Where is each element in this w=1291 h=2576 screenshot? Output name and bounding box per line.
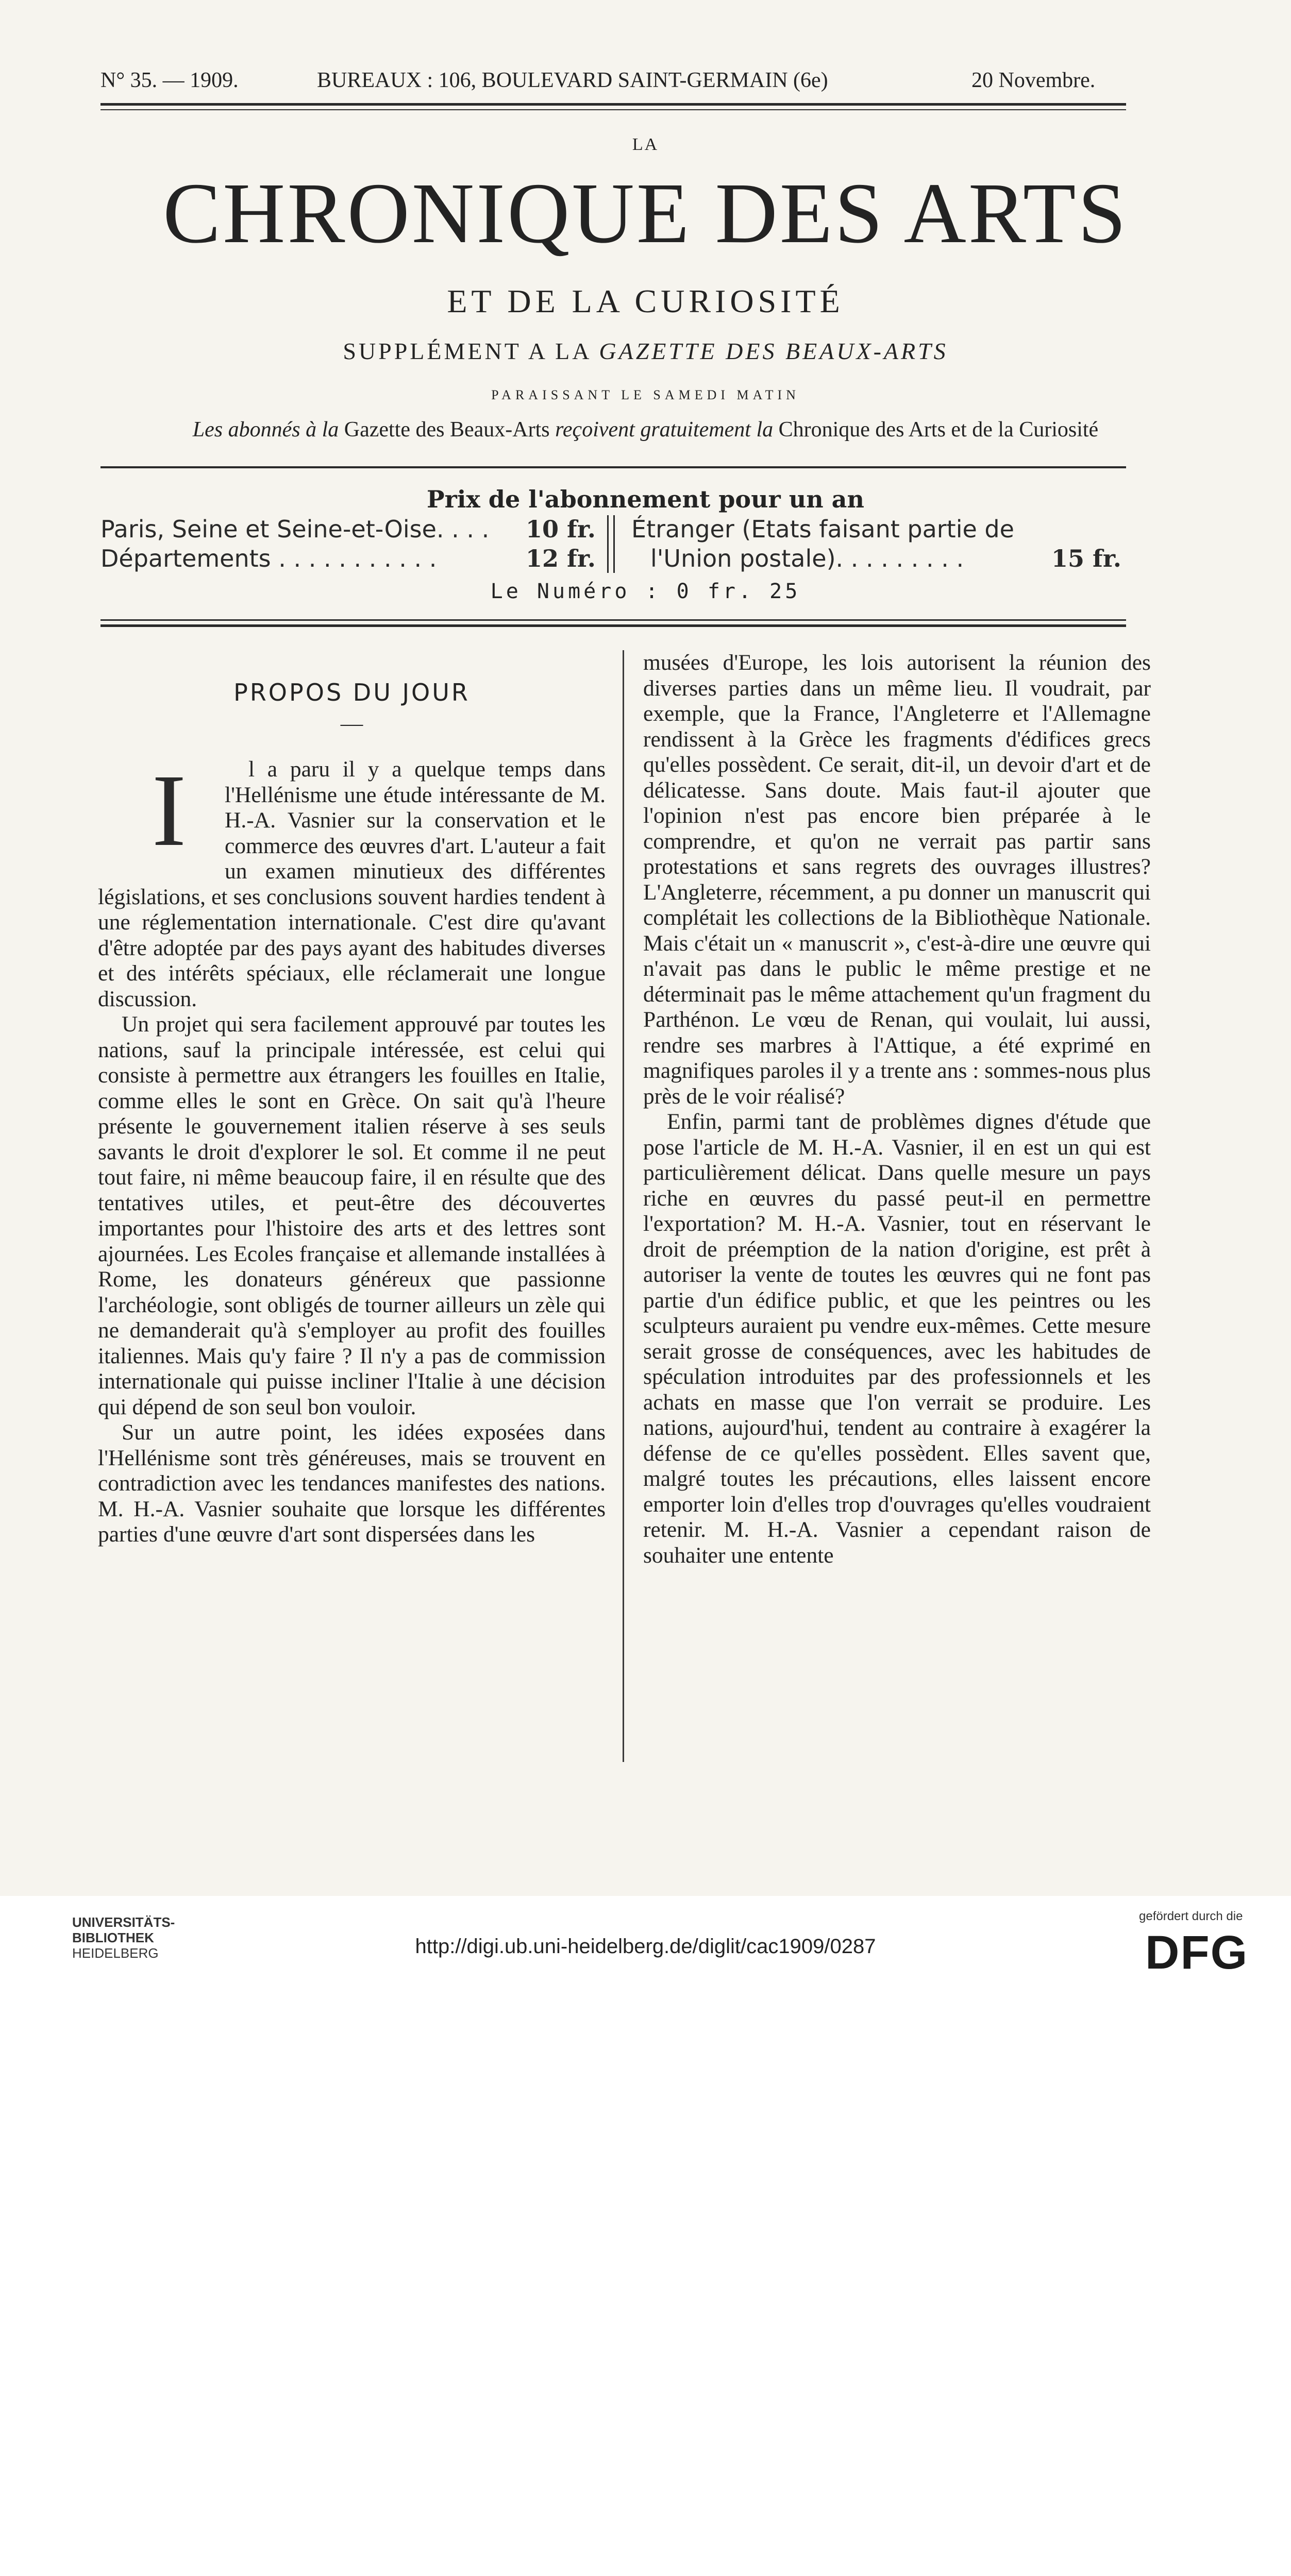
- masthead-title: CHRONIQUE DES ARTS: [163, 165, 1128, 261]
- paris-label: Paris, Seine et Seine-et-Oise. . . .: [100, 515, 490, 543]
- paragraph-2: Un projet qui sera facilement approuvé par toutes les nations, sauf la principale intéressée, est celui qui consiste à permettre aux étrangers les fouilles en Italie, comme elles le sont en Grèce. On sait qu'à l'heure présente le gouvernement italien réserve à ses seuls savants le droit d'explorer le sol. Et comme il ne peut tout faire, ni même beaucoup faire, il en résulte que des tentatives utiles, et peut-être des découvertes importantes pour l'histoire des arts et des lettres sont ajournées. Les Ecoles française et allemande installées à Rome, les donateurs généreux que passionne l'archéologie, sont obligés de tourner ailleurs un zèle qui ne demanderait qu'à s'employer au profit des fouilles italiennes. Mais qu'y faire ? Il n'y a pas de commission internationale qui puisse incliner l'Italie à une décision qui dépend de son seul bon vouloir.: [98, 1012, 606, 1419]
- subscriber-note-part4: Chronique des Arts et de la Curiosité: [778, 418, 1099, 442]
- etranger-label-line2: l'Union postale). . . . . . . . .: [650, 545, 964, 572]
- paragraph-1: [98, 754, 606, 1012]
- masthead-rule: [100, 466, 1126, 468]
- issue-date: 20 Novembre.: [971, 69, 1096, 92]
- article-column-left: [98, 650, 606, 1548]
- paragraph-3: Sur un autre point, les idées exposées dans l'Hellénisme sont très généreuses, mais se trouvent en contradiction avec les tendances manifestes des nations. M. H.-A. Vasnier souhaite que lorsque les différentes parties d'une œuvre d'art sont dispersées dans les: [98, 1420, 606, 1547]
- office-address: BUREAUX : 106, BOULEVARD SAINT-GERMAIN (6e): [317, 69, 828, 92]
- departements-label: Départements . . . . . . . . . . .: [100, 545, 437, 572]
- subscription-title: Prix de l'abonnement pour un an: [427, 485, 864, 513]
- single-issue-price: Le Numéro : 0 fr. 25: [490, 580, 801, 603]
- etranger-price: 15 fr.: [1051, 545, 1121, 572]
- subscriber-note: [0, 417, 1291, 442]
- library-name-line2: BIBLIOTHEK: [72, 1930, 154, 1945]
- price-divider-left: [607, 515, 609, 573]
- library-name-line3: HEIDELBERG: [72, 1945, 159, 1961]
- supplement-line: [0, 337, 1291, 365]
- header-rule-thin: [100, 109, 1126, 110]
- departements-price: 12 fr.: [526, 545, 596, 572]
- issue-number: N° 35. — 1909.: [100, 69, 239, 92]
- header-rule-thick: [100, 103, 1126, 106]
- masthead-article: LA: [632, 135, 659, 154]
- etranger-label-line1: Étranger (Etats faisant partie de: [631, 515, 1014, 543]
- supplement-prefix: SUPPLÉMENT A LA: [343, 338, 591, 364]
- paris-price: 10 fr.: [526, 515, 596, 543]
- subscriber-note-part3: reçoivent gratuitement la: [555, 418, 774, 442]
- publication-schedule: PARAISSANT LE SAMEDI MATIN: [491, 387, 800, 402]
- funding-note: gefördert durch die: [1139, 1909, 1243, 1923]
- column-divider: [623, 650, 624, 1762]
- price-divider-right: [613, 515, 615, 573]
- paragraph-4: musées d'Europe, les lois autorisent la réunion des diverses parties dans un même lieu. Il voudrait, par exemple, que la France, l'Angleterre et l'Allemagne rendissent à la Grèce les fragments d'édifices grecs qu'elles possèdent. Ce serait, dit-il, un devoir d'art et de délicatesse. Sans doute. Mais faut-il ajouter que l'opinion n'est pas encore bien préparée à le comprendre, et qu'on ne verrait pas partir sans protestations et sans regrets des ouvrages illustres? L'Angleterre, récemment, a pu donner un manuscrit qui complétait les collections de la Bibliothèque Nationale. Mais c'était un « manuscrit », c'est-à-dire une œuvre qui n'avait pas dans le public le même prestige et ne déterminait pas le même attachement qu'un fragment du Parthénon. Le vœu de Renan, qui voulait, lui aussi, rendre ses marbres à l'Attique, a été exprimé en magnifiques paroles il y a trente ans : sommes-nous plus près de le voir réalisé?: [643, 650, 1151, 1109]
- library-name-line1: UNIVERSITÄTS-: [72, 1914, 175, 1930]
- masthead-subtitle: ET DE LA CURIOSITÉ: [447, 283, 844, 319]
- subscriber-note-part2: Gazette des Beaux-Arts: [344, 418, 550, 442]
- article-column-right: [643, 650, 1151, 1568]
- paragraph-1-text: l a paru il y a quelque temps dans l'Hellénisme une étude intéressante de M. H.-A. Vasnier sur la conservation et le commerce des œuvres d'art. L'auteur a fait un examen minutieux des différentes législations, et ses conclusions souvent hardies tendent à une réglementation internationale. C'est dire qu'avant d'être adoptée par des pays ayant des habitudes diverses et des intérêts spéciaux, elle réclamerait une longue discussion.: [98, 757, 606, 1011]
- ornamental-dropcap: I: [152, 754, 187, 868]
- dfg-logo: DFG: [1145, 1926, 1249, 1979]
- paragraph-5: Enfin, parmi tant de problèmes dignes d'étude que pose l'article de M. H.-A. Vasnier, il en est un qui est particulièrement délicat. Dans quelle mesure un pays riche en œuvres du passé peut-il en permettre l'exportation? M. H.-A. Vasnier, tout en réservant le droit de préemption de la nation d'origine, est prêt à autoriser la vente de toutes les œuvres qui ne font pas partie d'un édifice public, et que les peintres ou les sculpteurs auraient pu vendre eux-mêmes. Cette mesure serait grosse de conséquences, avec les habitudes de spéculation introduites par des professionnels et les achats en masse que l'on verrait se produire. Les nations, aujourd'hui, tendent au contraire à exagérer la défense de ce qu'elles possèdent. Elles savent que, malgré toutes les précautions, elles laissent encore emporter loin d'elles trop d'ouvrages qu'elles voudraient retenir. M. H.-A. Vasnier a cependant raison de souhaiter une entente: [643, 1109, 1151, 1568]
- article-heading: PROPOS DU JOUR: [233, 679, 470, 706]
- subscription-rule-2: [100, 624, 1126, 627]
- subscriber-note-part1: Les abonnés à la: [192, 418, 339, 442]
- supplement-title: GAZETTE DES BEAUX-ARTS: [599, 338, 948, 364]
- heading-dash: —: [340, 710, 363, 736]
- source-url-link[interactable]: http://digi.ub.uni-heidelberg.de/diglit/cac1909/0287: [415, 1935, 876, 1958]
- subscription-rule-1: [100, 619, 1126, 621]
